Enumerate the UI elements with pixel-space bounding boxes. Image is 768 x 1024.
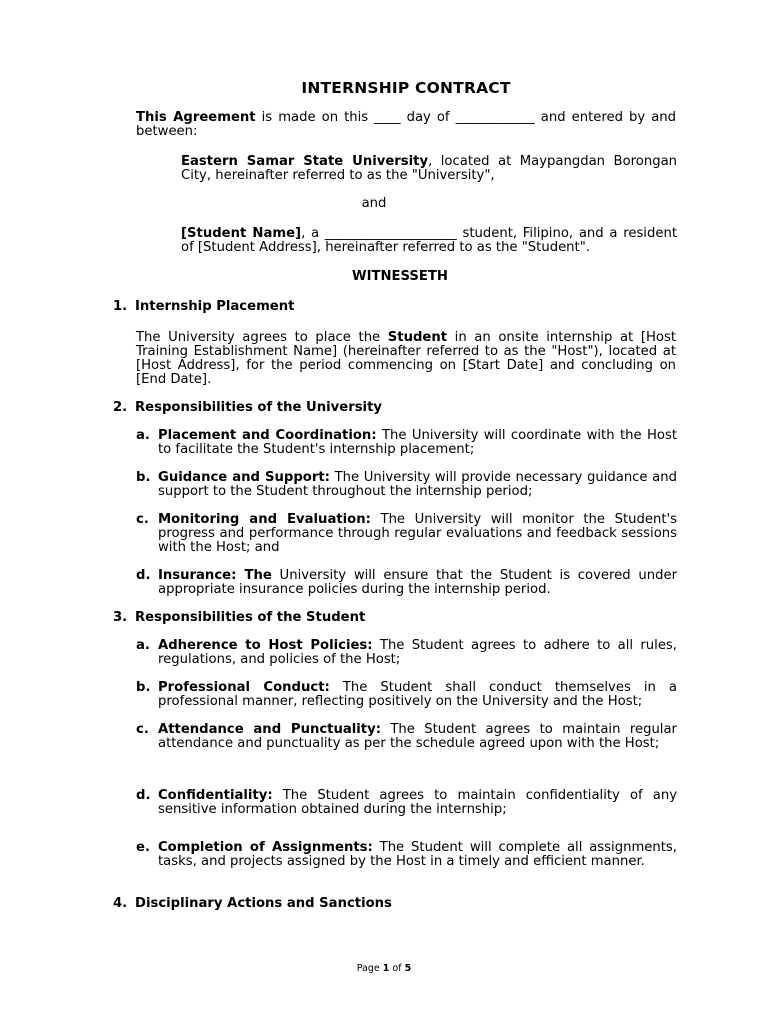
list-item	[136, 429, 677, 457]
party-university	[181, 155, 677, 183]
item-text	[158, 513, 677, 555]
item-body: The Student agrees to adhere to all rules, regulations, and policies of the Host;	[158, 638, 677, 667]
list-item	[136, 723, 677, 751]
list-item	[136, 471, 677, 499]
item-label: Completion of Assignments:	[158, 840, 373, 855]
item-body: The University will coordinate with the Host to facilitate the Student's internship placement;	[158, 428, 677, 457]
list-item	[136, 569, 677, 597]
item-body: The Student agrees to maintain confidentiality of any sensitive information obtained during the internship;	[158, 788, 677, 817]
list-item	[136, 789, 677, 817]
section-number: 3.	[113, 610, 128, 625]
university-text: , located at Maypangdan Borongan City, hereinafter referred to as the "University",	[181, 154, 678, 183]
student-text: , a ____________________ student, Filipino, and a resident of [Student Address], hereinafter referred to as the "Student".	[181, 226, 677, 255]
intro-text: is made on this ____ day of ____________ and entered by and between:	[136, 110, 677, 139]
list-item	[136, 681, 677, 709]
section-title: Responsibilities of the Student	[135, 610, 366, 625]
item-letter: b.	[136, 470, 151, 485]
section-heading-1	[113, 300, 673, 314]
item-text	[158, 429, 677, 457]
item-letter: c.	[136, 722, 149, 737]
item-letter: c.	[136, 512, 149, 527]
item-label: Insurance: The	[158, 568, 272, 583]
list-item	[136, 639, 677, 667]
and-separator: and	[361, 196, 387, 211]
body-text: The University agrees to place the	[136, 330, 388, 345]
item-label: Professional Conduct:	[158, 680, 330, 695]
item-text	[158, 639, 677, 667]
item-letter: d.	[136, 568, 151, 583]
of-word: of	[392, 963, 402, 974]
item-label: Attendance and Punctuality:	[158, 722, 381, 737]
section-number: 4.	[113, 896, 128, 911]
item-label: Placement and Coordination:	[158, 428, 377, 443]
item-body: University will ensure that the Student is covered under appropriate insurance policies during the internship period.	[158, 568, 677, 597]
party-student	[181, 227, 677, 255]
item-body: The University will provide necessary guidance and support to the Student throughout the internship period;	[158, 470, 677, 499]
section-1-body	[136, 331, 676, 387]
section-number: 1.	[113, 299, 128, 314]
university-name: Eastern Samar State University	[181, 154, 429, 169]
body-text: in an onsite internship at [Host Training Establishment Name] (hereinafter referred to as the "Host"), located at [Host Address], for the period commencing on [Start Date] and concluding on [End Date].	[136, 330, 676, 387]
total-pages: 5	[404, 963, 412, 974]
current-page: 1	[382, 963, 390, 974]
item-body: The Student agrees to maintain regular attendance and punctuality as per the schedule agreed upon with the Host;	[158, 722, 677, 751]
item-label: Guidance and Support:	[158, 470, 330, 485]
section-heading-4	[113, 897, 673, 911]
item-letter: e.	[136, 840, 150, 855]
item-text	[158, 841, 677, 869]
page-word: Page	[356, 963, 380, 974]
section-title: Responsibilities of the University	[135, 400, 382, 415]
section-number: 2.	[113, 400, 128, 415]
item-label: Confidentiality:	[158, 788, 273, 803]
item-text	[158, 569, 677, 597]
intro-paragraph	[136, 111, 676, 139]
intro-lead: This Agreement	[136, 110, 256, 125]
document-title: INTERNSHIP CONTRACT	[301, 79, 511, 97]
item-letter: b.	[136, 680, 151, 695]
item-text	[158, 681, 677, 709]
item-text	[158, 471, 677, 499]
section-title: Internship Placement	[135, 299, 295, 314]
item-text	[158, 789, 677, 817]
item-body: The Student will complete all assignments, tasks, and projects assigned by the Host in a timely and efficient manner.	[158, 840, 677, 869]
item-letter: d.	[136, 788, 151, 803]
witnesseth-heading: WITNESSETH	[352, 269, 448, 284]
section-heading-3	[113, 611, 673, 625]
item-body: The University will monitor the Student's progress and performance through regular evaluations and feedback sessions with the Host; and	[158, 512, 677, 555]
item-label: Monitoring and Evaluation:	[158, 512, 371, 527]
item-text	[158, 723, 677, 751]
list-item	[136, 841, 677, 869]
student-name: [Student Name]	[181, 226, 302, 241]
body-bold-text: Student	[387, 330, 448, 345]
section-title: Disciplinary Actions and Sanctions	[135, 896, 392, 911]
item-label: Adherence to Host Policies:	[158, 638, 373, 653]
item-letter: a.	[136, 428, 150, 443]
page-footer	[0, 963, 768, 975]
section-heading-2	[113, 401, 673, 415]
item-body: The Student shall conduct themselves in a professional manner, reflecting positively on the University and the Host;	[158, 680, 677, 709]
item-letter: a.	[136, 638, 150, 653]
list-item	[136, 513, 677, 555]
